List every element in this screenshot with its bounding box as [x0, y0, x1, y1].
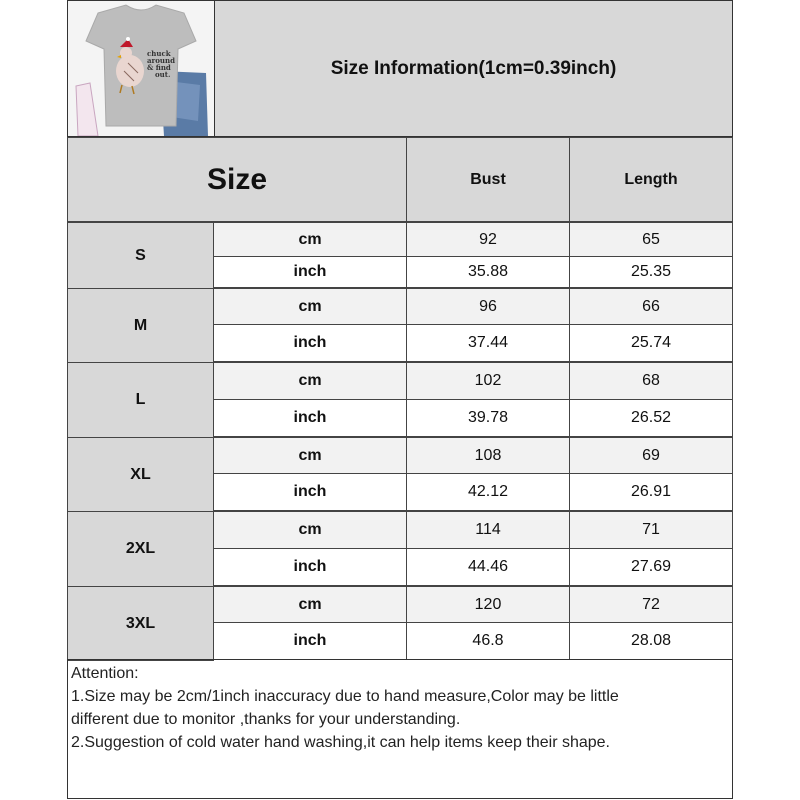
- bust-cm-value: 92: [406, 222, 570, 257]
- size-label: M: [67, 288, 214, 363]
- bust-inch-value: 39.78: [406, 399, 570, 437]
- bust-inch-value: 37.44: [406, 324, 570, 362]
- length-cm-value: 68: [569, 362, 733, 400]
- bust-inch-value: 42.12: [406, 473, 570, 511]
- attention-line-1: 1.Size may be 2cm/1inch inaccuracy due to hand measure,Color may be little: [71, 688, 619, 705]
- length-cm-value: 72: [569, 586, 733, 623]
- size-column-header: Size: [67, 137, 407, 222]
- length-inch-value: 28.08: [569, 622, 733, 660]
- length-cm-value: 66: [569, 288, 733, 325]
- unit-label-inch: inch: [213, 399, 407, 437]
- length-inch-value: 26.52: [569, 399, 733, 437]
- bust-column-header: Bust: [406, 137, 570, 222]
- product-image: [67, 0, 215, 137]
- unit-label-inch: inch: [213, 548, 407, 586]
- unit-label-cm: cm: [213, 586, 407, 623]
- attention-heading: Attention:: [71, 665, 139, 682]
- attention-line-2: different due to monitor ,thanks for your understanding.: [71, 711, 461, 728]
- bust-cm-value: 114: [406, 511, 570, 549]
- unit-label-cm: cm: [213, 437, 407, 474]
- length-cm-value: 71: [569, 511, 733, 549]
- size-info-title: Size Information(1cm=0.39inch): [214, 0, 733, 137]
- shirt-text-3: & find: [147, 63, 171, 72]
- length-inch-value: 26.91: [569, 473, 733, 511]
- length-inch-value: 25.74: [569, 324, 733, 362]
- length-column-header: Length: [569, 137, 733, 222]
- unit-label-inch: inch: [213, 256, 407, 288]
- attention-notes: [67, 659, 733, 799]
- unit-label-cm: cm: [213, 511, 407, 549]
- unit-label-inch: inch: [213, 324, 407, 362]
- length-cm-value: 69: [569, 437, 733, 474]
- bust-cm-value: 120: [406, 586, 570, 623]
- bust-cm-value: 96: [406, 288, 570, 325]
- attention-line-3: 2.Suggestion of cold water hand washing,it can help items keep their shape.: [71, 734, 610, 751]
- shirt-text-1: chuck: [147, 49, 171, 58]
- bust-cm-value: 108: [406, 437, 570, 474]
- size-label: XL: [67, 437, 214, 512]
- length-inch-value: 27.69: [569, 548, 733, 586]
- size-label: 2XL: [67, 511, 214, 587]
- shirt-text-2: around: [147, 56, 175, 65]
- bust-inch-value: 46.8: [406, 622, 570, 660]
- bust-inch-value: 35.88: [406, 256, 570, 288]
- size-label: L: [67, 362, 214, 438]
- unit-label-cm: cm: [213, 288, 407, 325]
- unit-label-cm: cm: [213, 362, 407, 400]
- unit-label-inch: inch: [213, 622, 407, 660]
- length-inch-value: 25.35: [569, 256, 733, 288]
- size-label: 3XL: [67, 586, 214, 661]
- size-label: S: [67, 222, 214, 289]
- length-cm-value: 65: [569, 222, 733, 257]
- bust-inch-value: 44.46: [406, 548, 570, 586]
- bust-cm-value: 102: [406, 362, 570, 400]
- tshirt-illustration: [68, 1, 214, 136]
- unit-label-cm: cm: [213, 222, 407, 257]
- shirt-text-4: out.: [155, 70, 171, 79]
- unit-label-inch: inch: [213, 473, 407, 511]
